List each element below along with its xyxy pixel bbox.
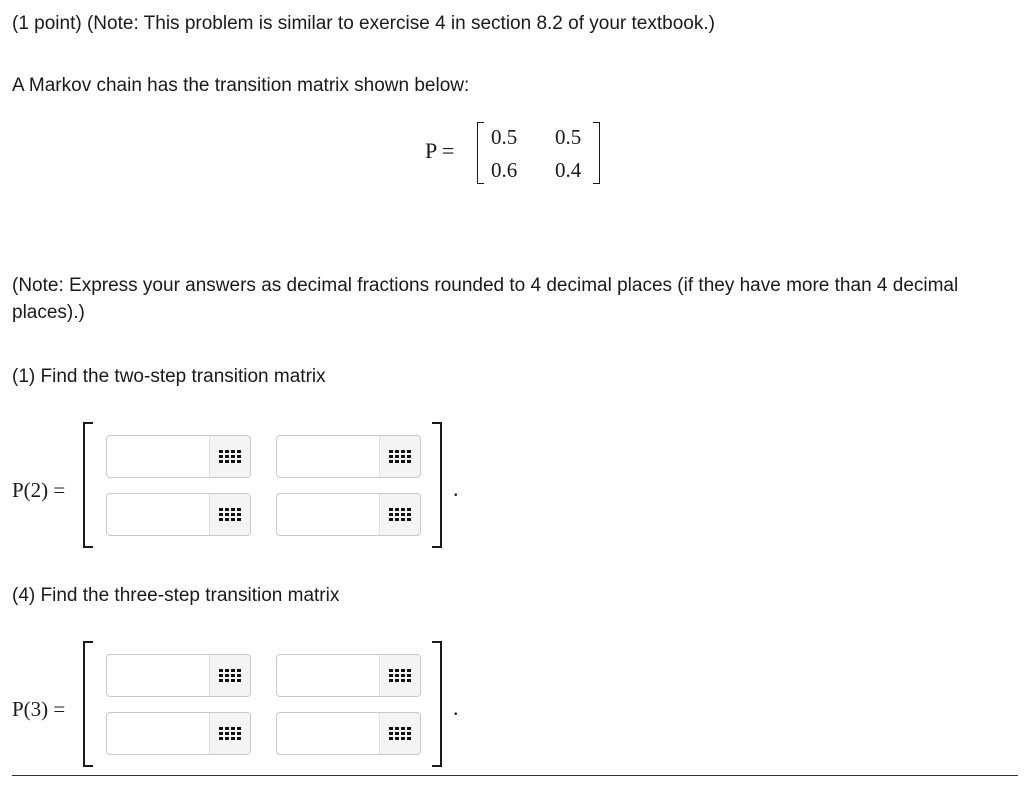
intro-text: A Markov chain has the transition matrix shown below: — [12, 75, 470, 96]
matrix-cell-r1c2: 0.5 — [555, 125, 582, 149]
p3-r1c1-answer-field[interactable] — [106, 654, 251, 697]
p3-r2c2-input[interactable] — [277, 713, 379, 754]
p2-r1c1-input[interactable] — [107, 436, 209, 477]
p3-r1c2-input[interactable] — [277, 655, 379, 696]
keyboard-grid-icon[interactable] — [209, 494, 250, 535]
keyboard-grid-icon[interactable] — [379, 494, 420, 535]
part4-right-bracket — [432, 641, 442, 767]
part4-prompt: (4) Find the three-step transition matrix — [12, 585, 340, 606]
p2-r2c1-input[interactable] — [107, 494, 209, 535]
left-bracket — [477, 122, 484, 184]
part1-left-bracket — [83, 422, 93, 548]
matrix-cell-r2c1: 0.6 — [491, 158, 518, 182]
part4-period: . — [453, 695, 459, 720]
p2-r1c2-input[interactable] — [277, 436, 379, 477]
part1-right-bracket — [432, 422, 442, 548]
part4-matrix-label: P(3) = — [12, 697, 66, 721]
keyboard-grid-icon[interactable] — [379, 436, 420, 477]
p3-r1c2-answer-field[interactable] — [276, 654, 421, 697]
p2-r2c2-answer-field[interactable] — [276, 493, 421, 536]
instruction-note: (Note: Express your answers as decimal fractions rounded to 4 decimal places (if they have more than 4 decimal places).) — [12, 275, 959, 323]
p3-r2c2-answer-field[interactable] — [276, 712, 421, 755]
p2-r2c2-input[interactable] — [277, 494, 379, 535]
matrix-cell-r2c2: 0.4 — [555, 158, 582, 182]
p3-r1c1-input[interactable] — [107, 655, 209, 696]
part1-matrix-label: P(2) = — [12, 478, 66, 502]
matrix-label: P = — [425, 138, 455, 163]
p3-r2c1-input[interactable] — [107, 713, 209, 754]
matrix-cell-r1c1: 0.5 — [491, 125, 518, 149]
bottom-divider — [12, 775, 1018, 776]
problem-header: (1 point) (Note: This problem is similar to exercise 4 in section 8.2 of your textbook.) — [12, 13, 715, 34]
p3-r2c1-answer-field[interactable] — [106, 712, 251, 755]
keyboard-grid-icon[interactable] — [379, 713, 420, 754]
p2-r1c1-answer-field[interactable] — [106, 435, 251, 478]
keyboard-grid-icon[interactable] — [209, 713, 250, 754]
p2-r2c1-answer-field[interactable] — [106, 493, 251, 536]
part1-prompt: (1) Find the two-step transition matrix — [12, 366, 326, 387]
part4-left-bracket — [83, 641, 93, 767]
keyboard-grid-icon[interactable] — [209, 436, 250, 477]
keyboard-grid-icon[interactable] — [209, 655, 250, 696]
right-bracket — [593, 122, 600, 184]
p2-r1c2-answer-field[interactable] — [276, 435, 421, 478]
part1-period: . — [453, 476, 459, 501]
keyboard-grid-icon[interactable] — [379, 655, 420, 696]
